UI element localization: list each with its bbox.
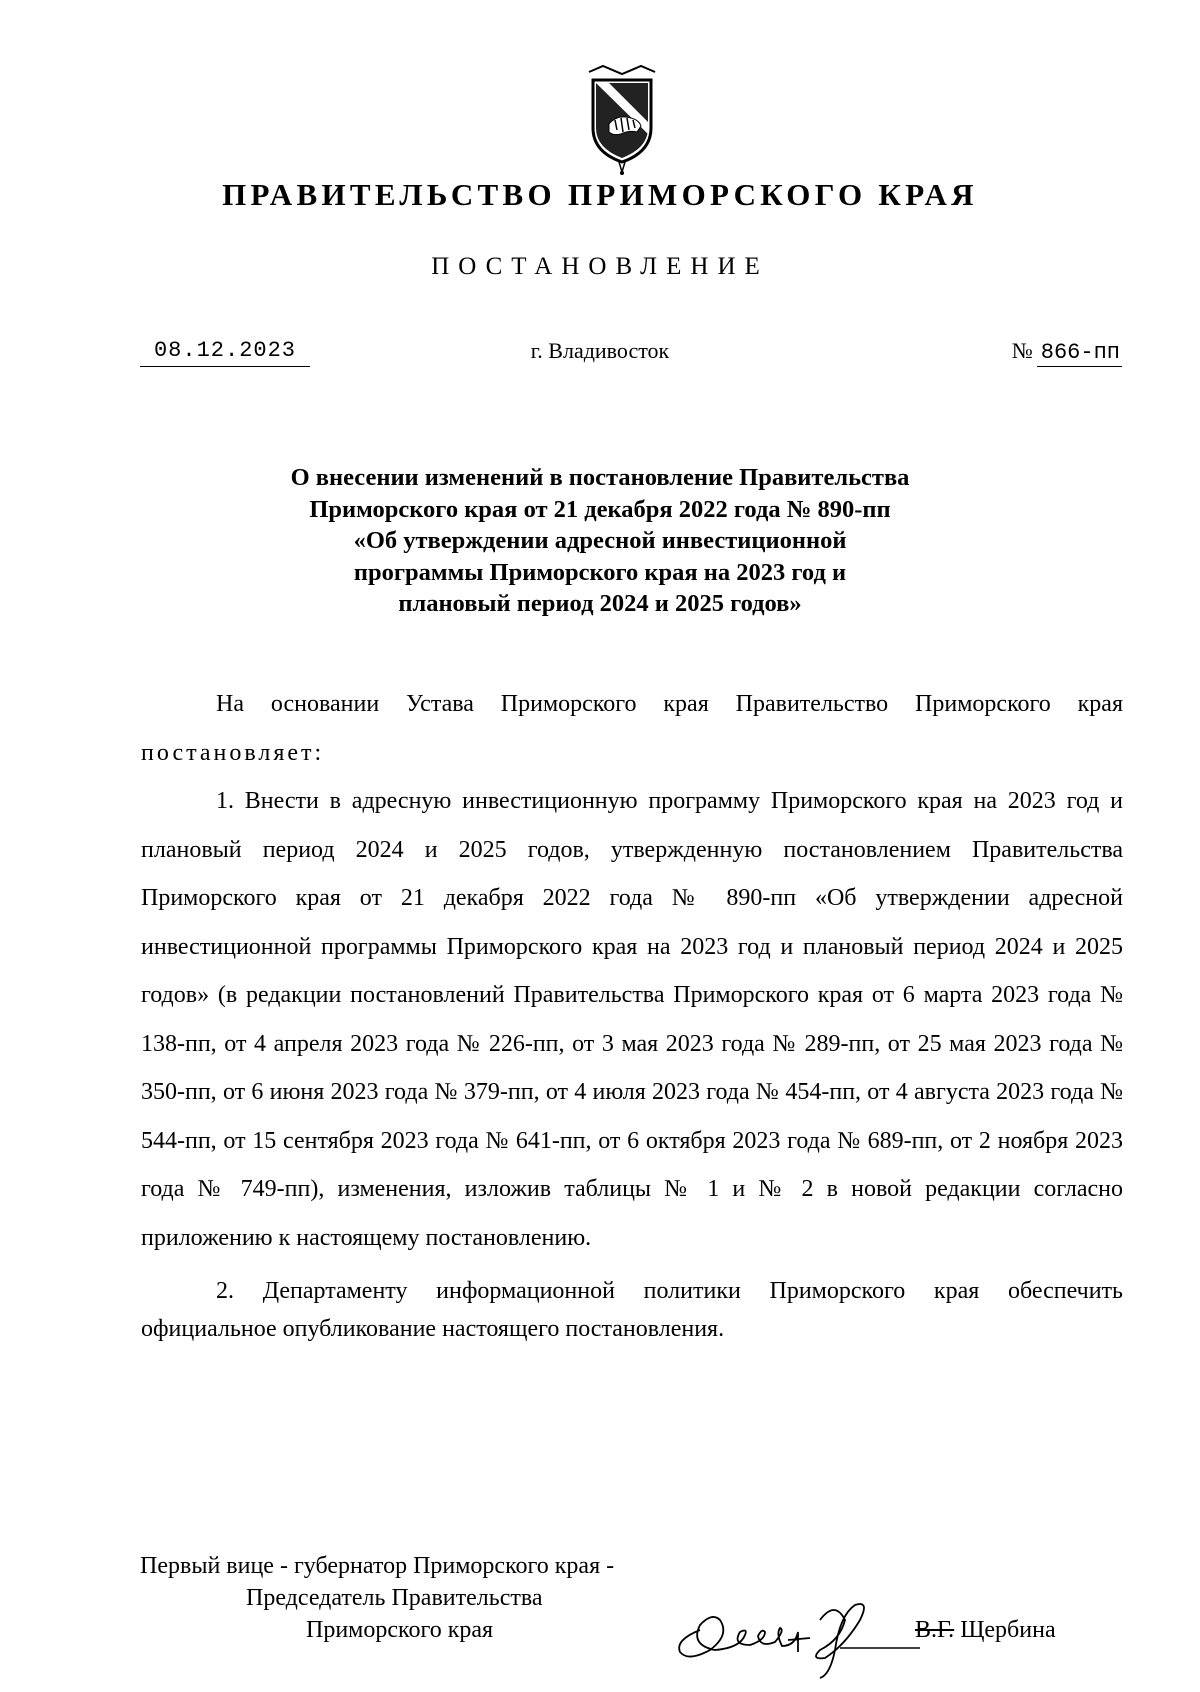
organization-title: ПРАВИТЕЛЬСТВО ПРИМОРСКОГО КРАЯ — [222, 177, 978, 212]
handwritten-signature — [670, 1590, 930, 1680]
signer-position-line: Председатель Правительства — [246, 1585, 543, 1611]
number-label: № — [1011, 338, 1033, 363]
subject-line: «Об утверждении адресной инвестиционной — [353, 527, 847, 554]
signer-position-line: Приморского края — [306, 1617, 494, 1643]
document-number: 866-пп — [1037, 340, 1122, 367]
intro-decree-word: постановляет: — [141, 739, 325, 766]
subject-line: программы Приморского края на 2023 год и — [353, 558, 847, 586]
subject-line: плановый период 2024 и 2025 годов» — [398, 590, 802, 617]
signer-position — [140, 1550, 614, 1646]
intro-text: На основании Устава Приморского края Правительство Приморского края — [216, 691, 1123, 717]
document-number-block — [1012, 337, 1122, 367]
signer-position-line: Первый вице - губернатор Приморского края - — [140, 1553, 615, 1579]
item-2-paragraph: 2. Департаменту информационной политики Приморского края обеспечить официальное опубликование настоящего постановления. — [141, 1278, 1123, 1342]
subject-line: О внесении изменений в постановление Правительства — [290, 464, 910, 491]
intro-paragraph — [141, 680, 1123, 777]
subject-line: Приморского края от 21 декабря 2022 года № 890-пп — [309, 495, 891, 523]
document-body — [141, 680, 1123, 1348]
document-subject — [200, 462, 1000, 620]
coat-of-arms-icon — [579, 60, 665, 178]
item-1-paragraph: 1. Внести в адресную инвестиционную программу Приморского края на 2023 год и плановый период 2024 и 2025 годов, утвержденную постановлением Правительства Приморского края от 21 декабря 2022 года № 890-пп «Об утверждении адресной инвестиционной программы Приморского края на 2023 год и плановый период 2024 и 2025 годов» (в редакции постановлений Правительства Приморского края от 6 марта 2023 года № 138-пп, от 4 апреля 2023 года № 226-пп, от 3 мая 2023 года № 289-пп, от 25 мая 2023 года № 350-пп, от 6 июня 2023 года № 379-пп, от 4 июля 2023 года № 454-пп, от 4 августа 2023 года № 544-пп, от 15 сентября 2023 года № 641-пп, от 6 октября 2023 года № 689-пп, от 2 ноября 2023 года № 749-пп), изменения, изложив таблицы № 1 и № 2 в новой редакции согласно приложению к настоящему постановлению. — [141, 788, 1123, 1251]
signer-surname: Щербина — [954, 1617, 1056, 1643]
document-type: ПОСТАНОВЛЕНИЕ — [431, 253, 769, 280]
signer-initials: В.Г. — [915, 1617, 955, 1643]
signer-name — [915, 1614, 1056, 1646]
document-city: г. Владивосток — [530, 338, 670, 363]
document-date: 08.12.2023 — [140, 337, 310, 367]
